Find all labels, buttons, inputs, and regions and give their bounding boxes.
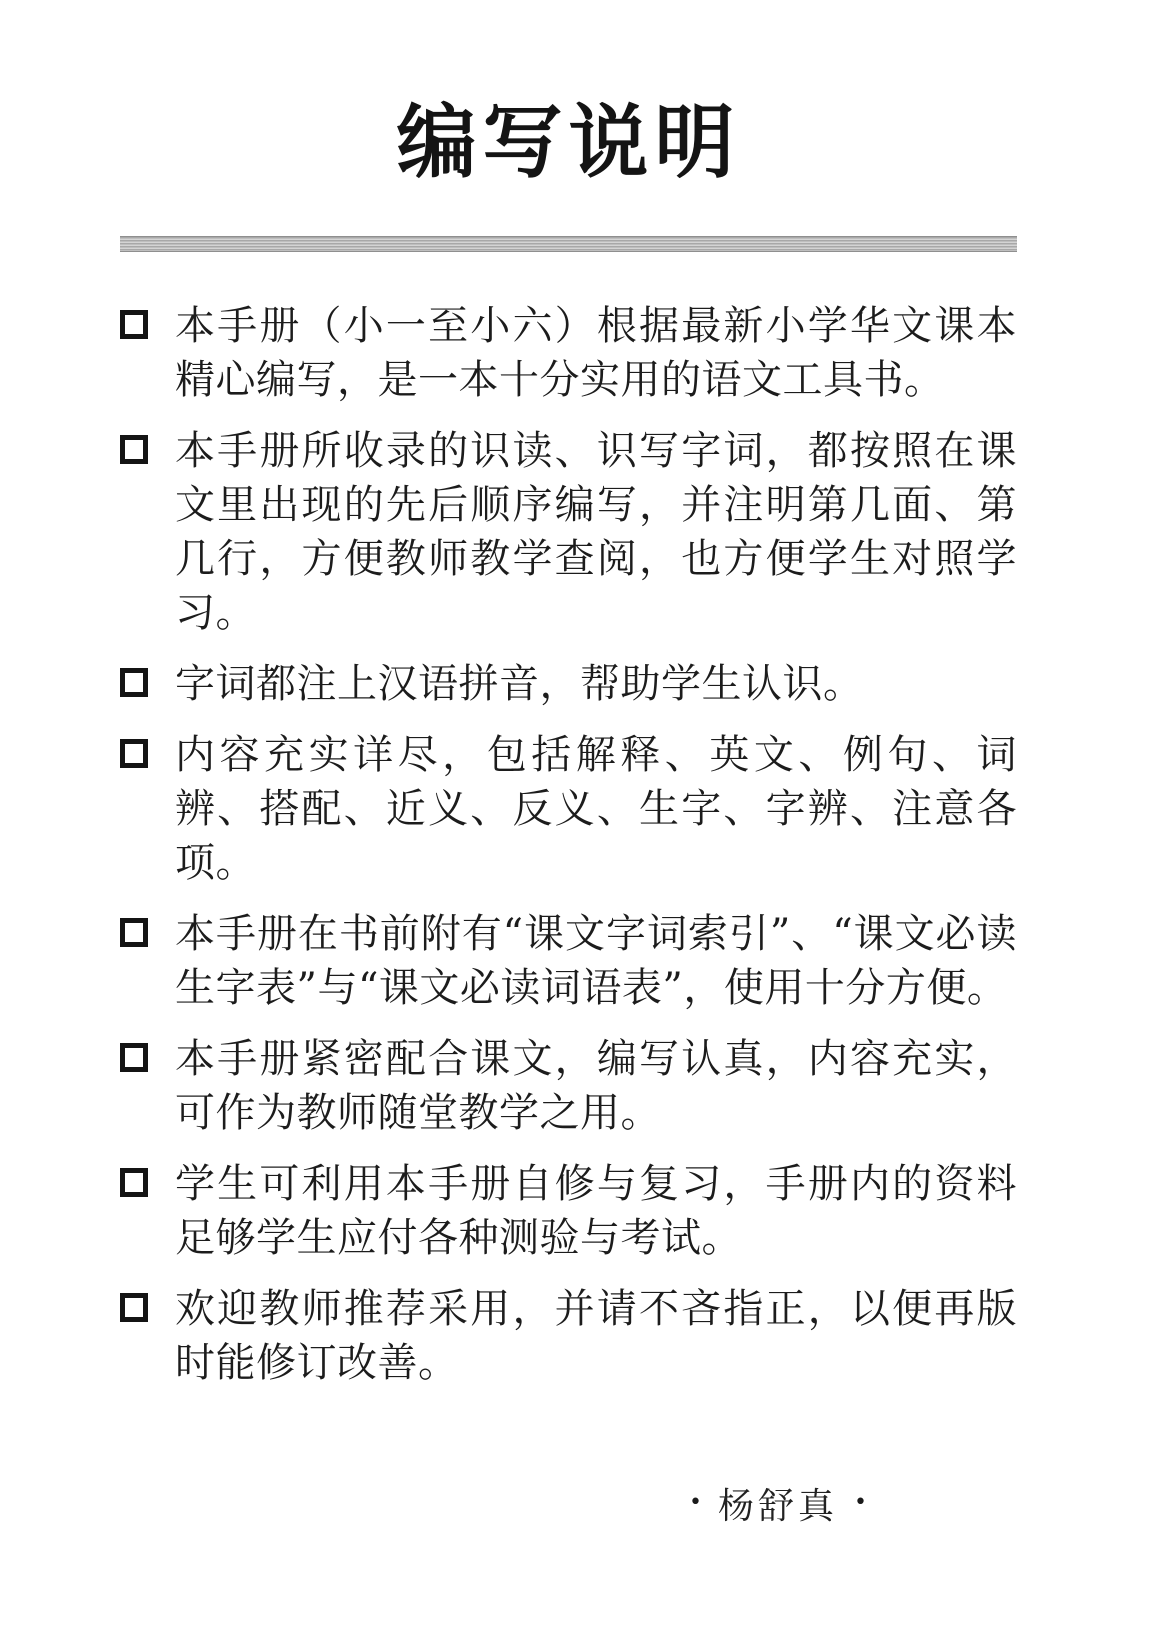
signature-left-dot-icon: • (689, 1490, 702, 1516)
bullet-item (120, 1282, 1017, 1390)
bullet-item (120, 424, 1017, 640)
bullet-text: 欢迎教师推荐采用，并请不吝指正，以便再版时能修订改善。 (175, 1285, 1017, 1386)
bullet-item (120, 299, 1017, 407)
signature-right-dot-icon: • (854, 1490, 867, 1516)
bullet-item (120, 657, 1017, 711)
page-title: 编写说明 (396, 95, 741, 189)
square-bullet-icon (120, 1293, 148, 1322)
square-bullet-icon (120, 1043, 148, 1072)
bullet-text: 字词都注上汉语拼音，帮助学生认识。 (175, 660, 864, 707)
square-bullet-icon (120, 739, 148, 768)
square-bullet-icon (120, 310, 148, 339)
bullet-item (120, 1157, 1017, 1265)
square-bullet-icon (120, 1168, 148, 1197)
bullet-text: 本手册（小一至小六）根据最新小学华文课本精心编写，是一本十分实用的语文工具书。 (175, 302, 1017, 403)
bullet-item (120, 1032, 1017, 1140)
square-bullet-icon (120, 668, 148, 697)
bullet-item (120, 728, 1017, 890)
bullet-list (120, 299, 1017, 1390)
bullet-text: 本手册所收录的识读、识写字词，都按照在课文里出现的先后顺序编写，并注明第几面、第几行，方便教师教学查阅，也方便学生对照学习。 (175, 427, 1017, 636)
title-divider (120, 236, 1017, 252)
bullet-item (120, 907, 1017, 1015)
bullet-text: 学生可利用本手册自修与复习，手册内的资料足够学生应付各种测验与考试。 (175, 1160, 1017, 1261)
bullet-text: 内容充实详尽，包括解释、英文、例句、词辨、搭配、近义、反义、生字、字辨、注意各项。 (175, 731, 1017, 886)
signature-name: 杨舒真 (718, 1485, 839, 1527)
bullet-text: 本手册在书前附有“课文字词索引”、“课文必读生字表”与“课文必读词语表”，使用十分方便。 (175, 910, 1017, 1011)
bullet-text: 本手册紧密配合课文，编写认真，内容充实，可作为教师随堂教学之用。 (175, 1035, 1017, 1136)
square-bullet-icon (120, 918, 148, 947)
square-bullet-icon (120, 435, 148, 464)
author-signature (120, 1478, 1017, 1529)
